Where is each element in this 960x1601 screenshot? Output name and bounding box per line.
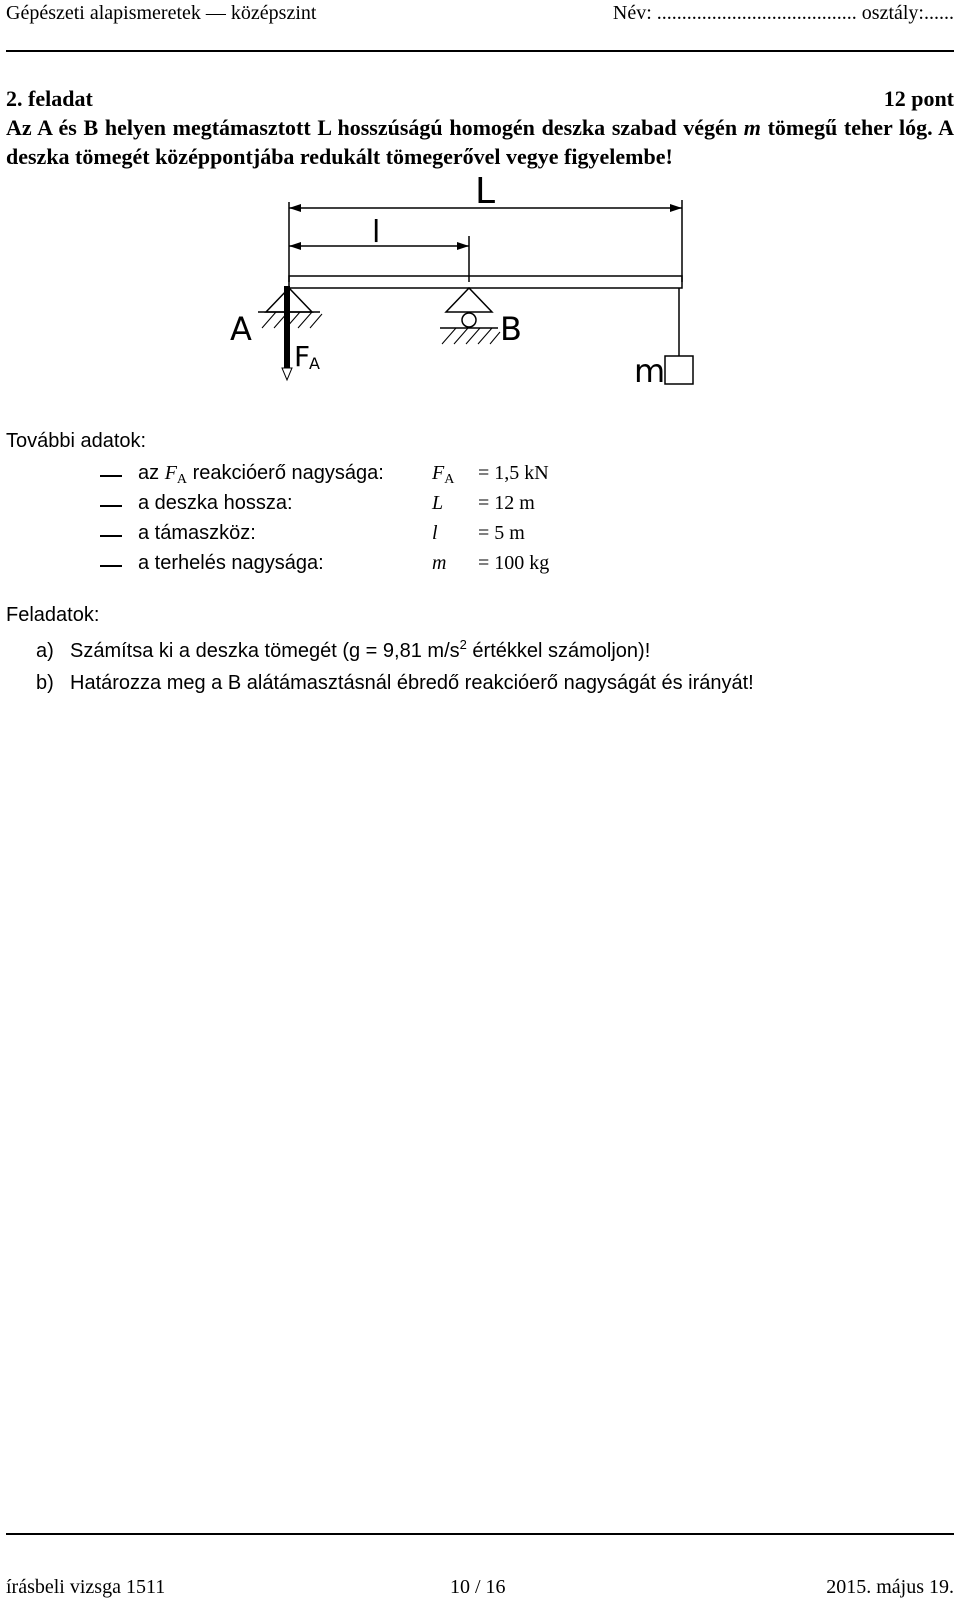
footer-exam: írásbeli vizsga 1511 — [6, 1576, 166, 1598]
tasks-heading: Feladatok: — [6, 604, 100, 626]
task-text-a-post: értékkel számoljon)! — [466, 640, 651, 662]
force-FA-arrowhead — [282, 368, 292, 380]
task-description — [6, 113, 954, 171]
beam-diagram — [0, 170, 960, 400]
task-points: 12 pont — [883, 86, 954, 111]
task-letter-b: b) — [36, 672, 54, 694]
data-symbol — [432, 462, 454, 488]
data-label-text-post: reakcióerő nagysága: — [187, 462, 384, 484]
data-label: a terhelés nagysága: — [138, 552, 324, 574]
label-F: F — [294, 340, 311, 373]
list-dash — [100, 565, 122, 567]
data-row-length — [0, 492, 960, 522]
footer-date: 2015. május 19. — [826, 1576, 954, 1598]
task-item-b — [36, 672, 754, 695]
label-F-subscript: A — [309, 354, 320, 373]
header-class-field: osztály:...... — [861, 2, 954, 24]
task-text-b: Határozza meg a B alátámasztásnál ébredő reakcióerő nagyságát és irányát! — [70, 672, 754, 694]
data-value: = 12 m — [478, 492, 535, 514]
data-label-text: az — [138, 462, 165, 484]
page-header — [6, 0, 954, 40]
label-l: l — [372, 215, 381, 250]
data-row-load — [0, 552, 960, 582]
data-value: = 1,5 kN — [478, 462, 549, 484]
data-symbol-subscript: A — [444, 472, 455, 487]
support-B-hatch — [442, 328, 500, 344]
dim-l-arrow-left — [289, 242, 301, 250]
support-A-hatch — [262, 312, 322, 328]
label-L: L — [475, 171, 496, 212]
task-text-a-superscript: 2 — [459, 637, 467, 652]
label-B: B — [500, 310, 522, 348]
data-label — [138, 462, 384, 488]
task-title: 2. feladat — [6, 86, 93, 111]
further-data-heading: További adatok: — [6, 430, 147, 452]
dim-L-arrow-left — [289, 204, 301, 212]
list-dash — [100, 505, 122, 507]
header-name-field: Név: ........................................ — [612, 2, 857, 24]
footer-page-number: 10 / 16 — [450, 1576, 506, 1598]
data-value: = 100 kg — [478, 552, 550, 574]
task-text-part2: tömegű teher lóg. A deszka tömegét középpontjába redukált tömegerővel vegye figyelembe! — [6, 115, 955, 169]
data-value: = 5 m — [478, 522, 525, 544]
beam — [289, 276, 682, 288]
data-label: a deszka hossza: — [138, 492, 293, 514]
task-item-a — [36, 637, 651, 663]
data-symbol-letter: F — [432, 462, 445, 484]
support-B-triangle — [446, 288, 492, 312]
dim-L-arrow-right — [670, 204, 682, 212]
data-row-force — [0, 462, 960, 492]
support-B-roller — [462, 313, 476, 327]
further-data-list — [0, 462, 960, 582]
task-text-a-pre: Számítsa ki a deszka tömegét (g = 9,81 m/s — [70, 640, 460, 662]
data-row-span — [0, 522, 960, 552]
data-symbol: l — [432, 522, 438, 544]
data-label: a támaszköz: — [138, 522, 256, 544]
task-text-mass-symbol: m — [743, 115, 761, 140]
dim-l-arrow-right — [457, 242, 469, 250]
data-label-subscript: A — [176, 472, 188, 487]
label-A: A — [230, 310, 252, 348]
header-name-class — [613, 2, 954, 25]
header-subject: Gépészeti alapismeretek — középszint — [6, 2, 317, 24]
data-label-symbol: F — [164, 462, 177, 484]
footer-divider — [6, 1533, 954, 1535]
list-dash — [100, 535, 122, 537]
mass-box — [665, 356, 693, 384]
task-letter-a: a) — [36, 640, 54, 662]
label-m: m — [634, 352, 666, 390]
data-symbol: L — [432, 492, 444, 514]
header-divider — [6, 50, 954, 52]
list-dash — [100, 475, 122, 477]
data-symbol: m — [432, 552, 447, 574]
force-FA-shaft — [284, 286, 290, 368]
task-text-part1: Az A és B helyen megtámasztott L hosszúságú homogén deszka szabad végén — [6, 115, 738, 140]
task-text-a — [70, 637, 651, 662]
